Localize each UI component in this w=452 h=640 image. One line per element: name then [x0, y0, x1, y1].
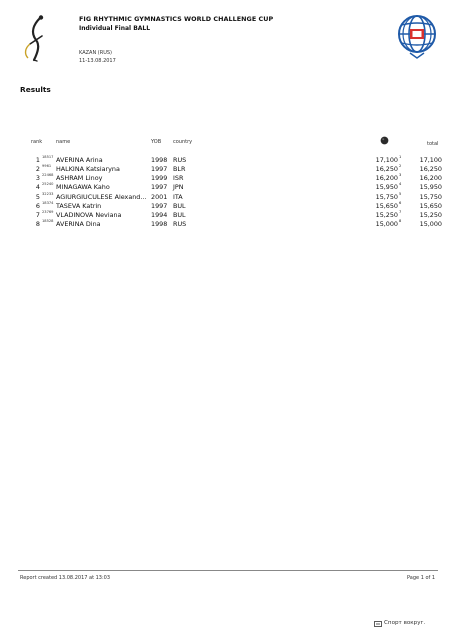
row-yob: 1994	[151, 211, 168, 219]
ball-icon	[380, 136, 389, 145]
row-license: 9961	[42, 164, 52, 168]
row-score: 16,250	[375, 165, 398, 173]
row-name: ASHRAM Linoy	[56, 174, 103, 182]
row-score-rank: 6	[399, 201, 402, 205]
header-country: country	[173, 139, 193, 145]
row-total: 15,950	[419, 183, 442, 191]
row-total: 17,100	[419, 156, 442, 164]
row-country: BLR	[173, 165, 186, 173]
row-country: ISR	[173, 174, 184, 182]
row-yob: 1999	[151, 174, 168, 182]
page-number: Page 1 of 1	[407, 575, 436, 581]
brand-label: Спорт вокруг.	[384, 620, 426, 626]
row-score-rank: 3	[399, 173, 402, 177]
row-license: 25240	[42, 182, 54, 186]
event-subtitle: Individual Final BALL	[79, 25, 151, 32]
event-title: FIG RHYTHMIC GYMNASTICS WORLD CHALLENGE CUP	[79, 15, 274, 23]
sport-brand-icon	[374, 621, 382, 627]
row-score: 16,200	[375, 174, 398, 182]
row-name: AGIURGIUCULESE Alexand...	[56, 193, 147, 201]
section-title: Results	[20, 85, 51, 94]
header-name: name	[56, 139, 71, 145]
row-score: 15,000	[375, 220, 398, 228]
row-country: RUS	[173, 220, 187, 228]
row-yob: 1998	[151, 220, 168, 228]
row-score-rank: 4	[399, 182, 402, 186]
footer-divider	[18, 570, 438, 571]
report-created: Report created 13.08.2017 at 13:03	[20, 575, 111, 581]
gymnast-ribbon-logo-icon	[20, 14, 54, 64]
row-yob: 1997	[151, 165, 168, 173]
row-total: 15,000	[419, 220, 442, 228]
event-venue: KAZAN (RUS)	[79, 50, 112, 56]
event-dates: 11-13.08.2017	[79, 58, 116, 64]
row-license: 18528	[42, 219, 54, 223]
header-yob: YOB	[151, 139, 162, 145]
table-row	[0, 182, 452, 192]
row-yob: 1998	[151, 156, 168, 164]
row-country: RUS	[173, 156, 187, 164]
row-score-rank: 8	[399, 219, 402, 223]
row-country: ITA	[173, 193, 183, 201]
row-score: 15,650	[375, 202, 398, 210]
row-score: 17,100	[375, 156, 398, 164]
header-rank: rank	[31, 139, 43, 145]
row-name: VLADINOVA Neviana	[56, 211, 122, 219]
row-license: 23769	[42, 210, 54, 214]
row-name: TASEVA Katrin	[56, 202, 102, 210]
row-name: MINAGAWA Kaho	[56, 183, 110, 191]
row-rank: 4	[35, 183, 40, 191]
row-score: 15,750	[375, 193, 398, 201]
table-row	[0, 219, 452, 229]
row-rank: 2	[35, 165, 40, 173]
row-country: BUL	[173, 211, 186, 219]
header-total: total	[427, 141, 439, 147]
row-total: 16,200	[419, 174, 442, 182]
fig-globe-logo-icon	[396, 12, 438, 60]
row-rank: 1	[35, 156, 40, 164]
row-license: 32233	[42, 192, 54, 196]
row-name: HALKINA Katsiaryna	[56, 165, 120, 173]
row-rank: 6	[35, 202, 40, 210]
row-rank: 5	[35, 193, 40, 201]
row-score-rank: 2	[399, 164, 402, 168]
row-yob: 1997	[151, 183, 168, 191]
row-score-rank: 5	[399, 192, 402, 196]
row-license: 22468	[42, 173, 54, 177]
row-total: 15,750	[419, 193, 442, 201]
row-license: 18517	[42, 155, 54, 159]
row-total: 16,250	[419, 165, 442, 173]
row-name: AVERINA Arina	[56, 156, 103, 164]
row-country: JPN	[173, 183, 184, 191]
row-total: 15,650	[419, 202, 442, 210]
row-name: AVERINA Dina	[56, 220, 101, 228]
row-rank: 8	[35, 220, 40, 228]
row-score: 15,950	[375, 183, 398, 191]
row-rank: 7	[35, 211, 40, 219]
row-score-rank: 1	[399, 155, 402, 159]
row-country: BUL	[173, 202, 186, 210]
row-total: 15,250	[419, 211, 442, 219]
row-score: 15,250	[375, 211, 398, 219]
row-yob: 2001	[151, 193, 168, 201]
row-score-rank: 7	[399, 210, 402, 214]
row-rank: 3	[35, 174, 40, 182]
row-yob: 1997	[151, 202, 168, 210]
row-license: 18374	[42, 201, 54, 205]
